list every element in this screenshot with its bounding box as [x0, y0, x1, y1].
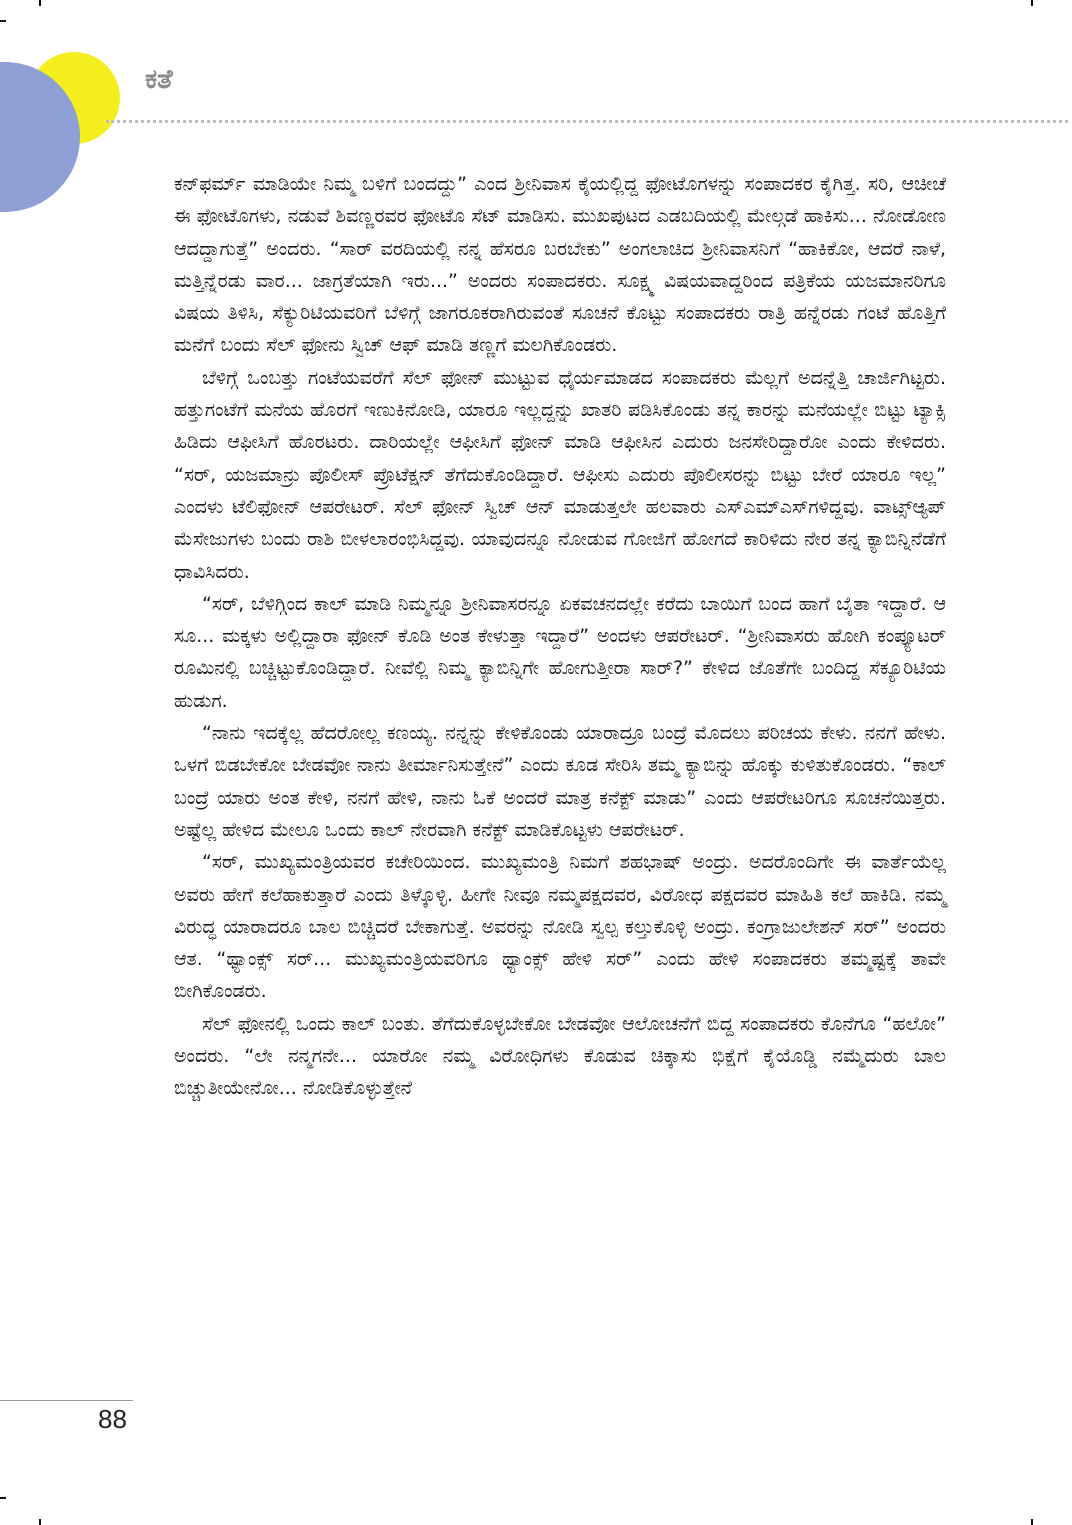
paragraph: ಸೆಲ್ ಫೋನಲ್ಲಿ ಒಂದು ಕಾಲ್ ಬಂತು. ತೆಗೆದುಕೊಳ್ಳಬೇಕೋ ಬೇಡವೋ ಆಲೋಚನೆಗೆ ಬಿದ್ದ ಸಂಪಾದಕರು ಕೊನೆಗೂ “ಹಲೋ” ಅಂದರು. “ಲೇ ನನ್ಮಗನೇ... ಯಾರೋ ನಮ್ಮ ವಿರೋಧಿಗಳು ಕೊಡುವ ಚಿಕ್ಕಾಸು ಭಿಕ್ಷೆಗೆ ಕೈಯೊಡ್ಡಿ ನಮ್ಮೆದುರು ಬಾಲ ಬಿಚ್ಚುತೀಯೇನೋ... ನೋಡಿಕೊಳ್ಳುತ್ತೇನೆ	[174, 1012, 946, 1100]
crop-mark	[1031, 0, 1033, 6]
footer-rule	[0, 1400, 133, 1401]
paragraph: ಕನ್‌ಫರ್ಮ್ ಮಾಡಿಯೇ ನಿಮ್ಮ ಬಳಿಗೆ ಬಂದದ್ದು” ಎಂದ ಶ್ರೀನಿವಾಸ ಕೈಯಲ್ಲಿದ್ದ ಫೋಟೊಗಳನ್ನು ಸಂಪಾದಕರ ಕೈಗಿತ್ತ. ಸರಿ, ಆಚೀಚೆ ಈ ಫೋಟೊಗಳು, ನಡುವೆ ಶಿವಣ್ಣರವರ ಫೋಟೊ ಸೆಟ್ ಮಾಡಿಸು. ಮುಖಪುಟದ ಎಡಬದಿಯಲ್ಲಿ ಮೇಲ್ಗಡೆ ಹಾಕಿಸು... ನೋಡೋಣ ಆದದ್ದಾಗುತ್ತೆ” ಅಂದರು. “ಸಾರ್ ವರದಿಯಲ್ಲಿ ನನ್ನ ಹೆಸರೂ ಬರಬೇಕು” ಅಂಗಲಾಚಿದ ಶ್ರೀನಿವಾಸನಿಗೆ “ಹಾಕಿಕೋ, ಆದರೆ ನಾಳೆ, ಮತ್ತಿನ್ನೆರಡು ವಾರ... ಜಾಗ್ರತೆಯಾಗಿ ಇರು...” ಅಂದರು ಸಂಪಾದಕರು. ಸೂಕ್ಷ್ಮ ವಿಷಯವಾದ್ದರಿಂದ ಪತ್ರಿಕೆಯ ಯಜಮಾನರಿಗೂ ವಿಷಯ ತಿಳಿಸಿ, ಸೆಕ್ಯುರಿಟಿಯವರಿಗೆ ಬೆಳಿಗ್ಗೆ ಜಾಗರೂಕರಾಗಿರುವಂತೆ ಸೂಚನೆ ಕೊಟ್ಟು ಸಂಪಾದಕರು ರಾತ್ರಿ ಹನ್ನೆರಡು ಗಂಟೆ ಹೊತ್ತಿಗೆ ಮನೆಗೆ ಬಂದು ಸೆಲ್ ಫೋನು ಸ್ವಿಚ್ ಆಫ್ ಮಾಡಿ ತಣ್ಣಗೆ ಮಲಗಿಕೊಂಡರು.	[174, 173, 946, 357]
section-title: ಕತೆ	[145, 64, 173, 95]
crop-mark	[39, 0, 41, 6]
crop-mark	[0, 1497, 6, 1499]
crop-mark	[39, 1519, 41, 1525]
page-number: 88	[98, 1404, 127, 1434]
crop-mark	[1031, 1519, 1033, 1525]
paragraph: “ಸರ್, ಬೆಳಿಗ್ಗಿಂದ ಕಾಲ್ ಮಾಡಿ ನಿಮ್ಮನ್ನೂ ಶ್ರೀನಿವಾಸರನ್ನೂ ಏಕವಚನದಲ್ಲೇ ಕರೆದು ಬಾಯಿಗೆ ಬಂದ ಹಾಗೆ ಬೈತಾ ಇದ್ದಾರೆ. ಆ ಸೂ... ಮಕ್ಕಳು ಅಲ್ಲಿದ್ದಾರಾ ಫೋನ್ ಕೊಡಿ ಅಂತ ಕೇಳುತ್ತಾ ಇದ್ದಾರೆ” ಅಂದಳು ಆಪರೇಟರ್. “ಶ್ರೀನಿವಾಸರು ಹೋಗಿ ಕಂಪ್ಯೂಟರ್ ರೂಮಿನಲ್ಲಿ ಬಚ್ಚಿಟ್ಟುಕೊಂಡಿದ್ದಾರೆ. ನೀವೆಲ್ಲಿ ನಿಮ್ಮ ಕ್ಯಾಬಿನ್ನಿಗೇ ಹೋಗುತ್ತೀರಾ ಸಾರ್?” ಕೇಳಿದ ಜೊತೆಗೇ ಬಂದಿದ್ದ ಸೆಕ್ಯೂರಿಟಿಯ ಹುಡುಗ.	[174, 592, 946, 712]
paragraph: “ಸರ್, ಮುಖ್ಯಮಂತ್ರಿಯವರ ಕಚೇರಿಯಿಂದ. ಮುಖ್ಯಮಂತ್ರಿ ನಿಮಗೆ ಶಹಭಾಷ್ ಅಂದ್ರು. ಅದರೊಂದಿಗೇ ಈ ವಾರ್ತೆಯೆಲ್ಲ ಅವರು ಹೇಗೆ ಕಲೆಹಾಕುತ್ತಾರೆ ಎಂದು ತಿಳ್ಕೊಳ್ಳಿ. ಹೀಗೇ ನೀವೂ ನಮ್ಮಪಕ್ಷದವರ, ವಿರೋಧ ಪಕ್ಷದವರ ಮಾಹಿತಿ ಕಲೆ ಹಾಕಿಡಿ. ನಮ್ಮ ವಿರುದ್ಧ ಯಾರಾದರೂ ಬಾಲ ಬಿಚ್ಚಿದರೆ ಬೇಕಾಗುತ್ತೆ. ಅವರನ್ನು ನೋಡಿ ಸ್ವಲ್ಪ ಕಲ್ತುಕೊಳ್ಳಿ ಅಂದ್ರು. ಕಂಗ್ರಾಜುಲೇಶನ್ ಸರ್” ಅಂದರು ಆತ. “ಥ್ಯಾಂಕ್ಸ್ ಸರ್... ಮುಖ್ಯಮಂತ್ರಿಯವರಿಗೂ ಥ್ಯಾಂಕ್ಸ್ ಹೇಳಿ ಸರ್” ಎಂದು ಹೇಳಿ ಸಂಪಾದಕರು ತಮ್ಮಷ್ಟಕ್ಕೆ ತಾವೇ ಬೀಗಿಕೊಂಡರು.	[174, 851, 946, 1003]
paragraph: ಬೆಳಿಗ್ಗೆ ಒಂಬತ್ತು ಗಂಟೆಯವರೆಗೆ ಸೆಲ್ ಫೋನ್ ಮುಟ್ಟುವ ಧೈರ್ಯಮಾಡದ ಸಂಪಾದಕರು ಮೆಲ್ಲಗೆ ಅದನ್ನೆತ್ತಿ ಚಾರ್ಜಿಗಿಟ್ಟರು. ಹತ್ತುಗಂಟೆಗೆ ಮನೆಯ ಹೊರಗೆ ಇಣುಕಿನೋಡಿ, ಯಾರೂ ಇಲ್ಲದ್ದನ್ನು ಖಾತರಿ ಪಡಿಸಿಕೊಂಡು ತನ್ನ ಕಾರನ್ನು ಮನೆಯಲ್ಲೇ ಬಿಟ್ಟು ಟ್ಯಾಕ್ಸಿ ಹಿಡಿದು ಆಫೀಸಿಗೆ ಹೊರಟರು. ದಾರಿಯಲ್ಲೇ ಆಫೀಸಿಗೆ ಫೋನ್ ಮಾಡಿ ಆಫೀಸಿನ ಎದುರು ಜನಸೇರಿದ್ದಾರೋ ಎಂದು ಕೇಳಿದರು. “ಸರ್, ಯಜಮಾನ್ರು ಪೊಲೀಸ್ ಪ್ರೊಟೆಕ್ಷನ್ ತೆಗೆದುಕೊಂಡಿದ್ದಾರೆ. ಆಫೀಸು ಎದುರು ಪೊಲೀಸರನ್ನು ಬಿಟ್ಟು ಬೇರೆ ಯಾರೂ ಇಲ್ಲ” ಎಂದಳು ಟೆಲಿಫೋನ್ ಆಪರೇಟರ್. ಸೆಲ್ ಫೋನ್ ಸ್ವಿಚ್ ಆನ್ ಮಾಡುತ್ತಲೇ ಹಲವಾರು ಎಸ್ಎಮ್ಎಸ್‌ಗಳಿದ್ದವು. ವಾಟ್ಸ್‌ಆ್ಯಪ್ ಮೆಸೇಜುಗಳು ಬಂದು ರಾಶಿ ಬೀಳಲಾರಂಭಿಸಿದ್ದವು. ಯಾವುದನ್ನೂ ನೋಡುವ ಗೋಜಿಗೆ ಹೋಗದೆ ಕಾರಿಳಿದು ನೇರ ತನ್ನ ಕ್ಯಾಬಿನ್ನಿನೆಡೆಗೆ ಧಾವಿಸಿದರು.	[174, 366, 946, 583]
dotted-divider	[106, 120, 1068, 123]
paragraph: “ನಾನು ಇದಕ್ಕೆಲ್ಲ ಹೆದರೋಲ್ಲ ಕಣಯ್ಯ. ನನ್ನನ್ನು ಕೇಳಿಕೊಂಡು ಯಾರಾದ್ರೂ ಬಂದ್ರೆ ಮೊದಲು ಪರಿಚಯ ಕೇಳು. ನನಗೆ ಹೇಳು. ಒಳಗೆ ಬಿಡಬೇಕೋ ಬೇಡವೋ ನಾನು ತೀರ್ಮಾನಿಸುತ್ತೇನೆ” ಎಂದು ಕೂಡ ಸೇರಿಸಿ ತಮ್ಮ ಕ್ಯಾಬಿನ್ನು ಹೊಕ್ಕು ಕುಳಿತುಕೊಂಡರು. “ಕಾಲ್ ಬಂದ್ರೆ ಯಾರು ಅಂತ ಕೇಳಿ, ನನಗೆ ಹೇಳಿ, ನಾನು ಓಕೆ ಅಂದರೆ ಮಾತ್ರ ಕನೆಕ್ಟ್ ಮಾಡು” ಎಂದು ಆಪರೇಟರಿಗೂ ಸೂಚನೆಯಿತ್ತರು. ಅಷ್ಟೆಲ್ಲ ಹೇಳಿದ ಮೇಲೂ ಒಂದು ಕಾಲ್ ನೇರವಾಗಿ ಕನೆಕ್ಟ್ ಮಾಡಿಕೊಟ್ಟಳು ಆಪರೇಟರ್.	[174, 722, 946, 841]
story-body	[174, 168, 946, 1105]
crop-mark	[0, 20, 6, 22]
